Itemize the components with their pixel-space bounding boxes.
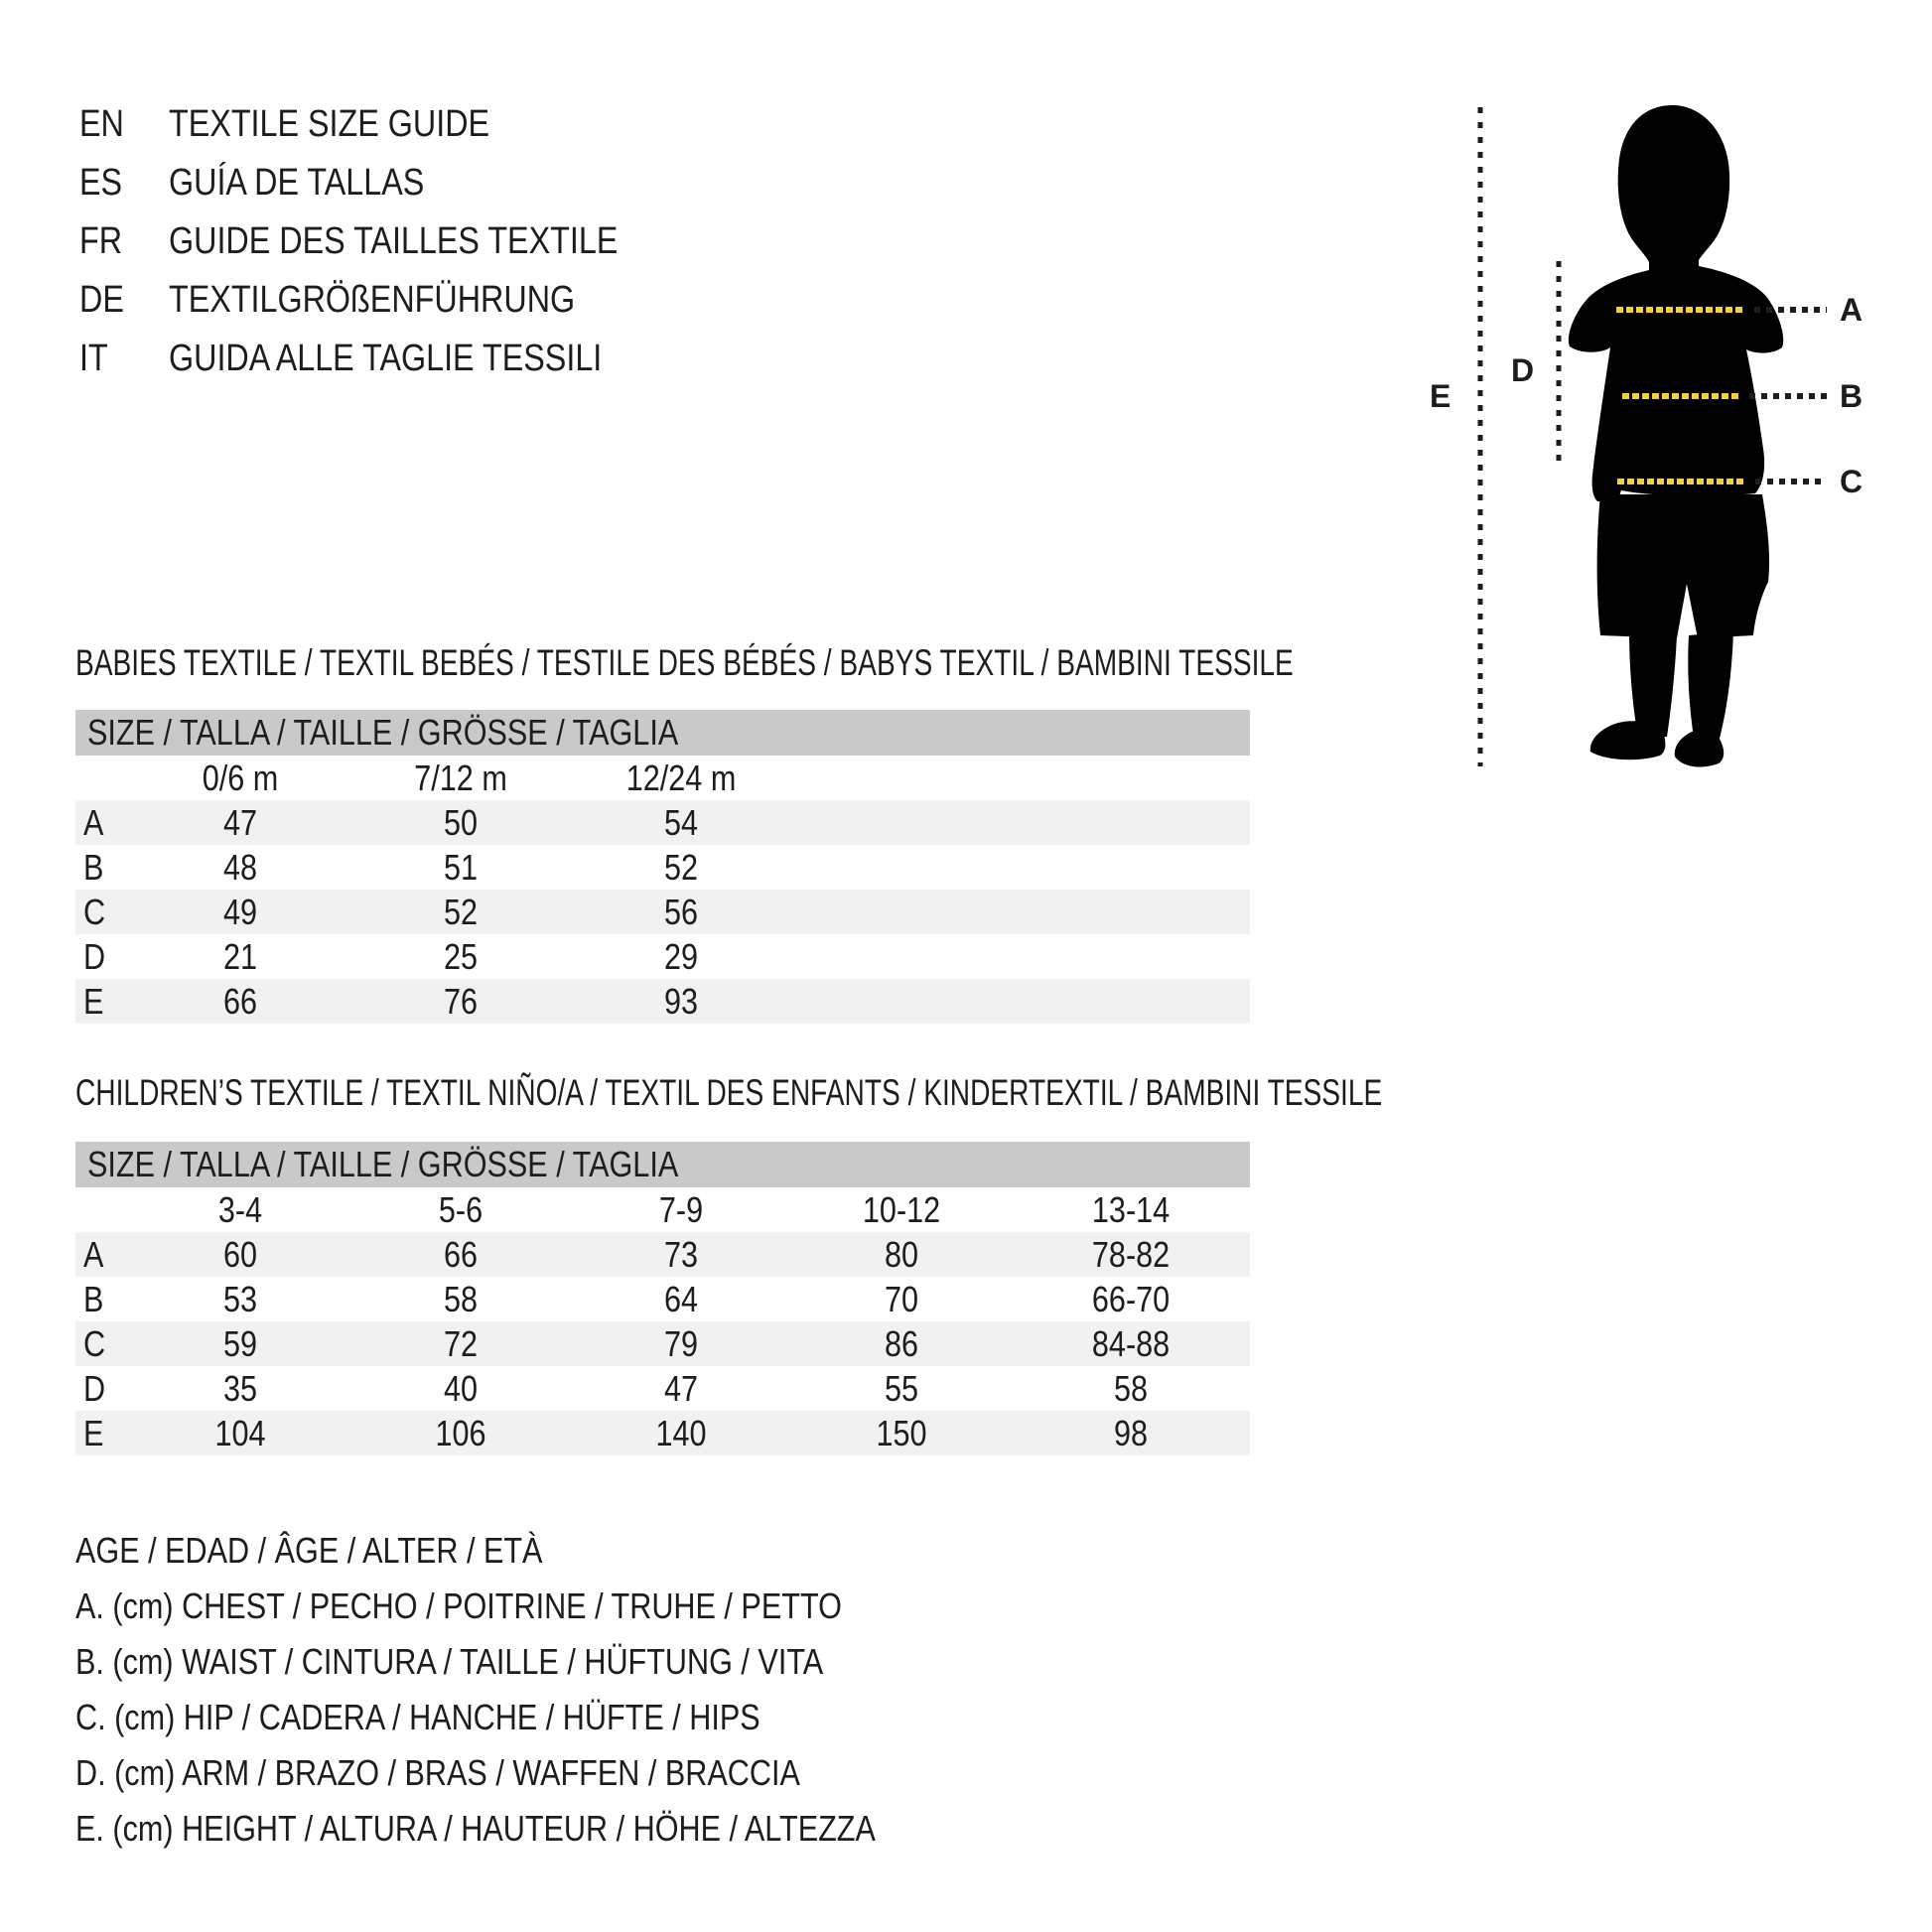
babies-col-1: 7/12 m xyxy=(414,757,507,798)
legend-height: E. (cm) HEIGHT / ALTURA / HAUTEUR / HÖHE / ALTEZZA xyxy=(75,1808,876,1849)
children-size-header: SIZE / TALLA / TAILLE / GRÖSSE / TAGLIA xyxy=(87,1144,679,1184)
babies-size-table xyxy=(75,710,1250,1024)
babies-col-0: 0/6 m xyxy=(202,757,279,798)
child-silhouette xyxy=(1569,105,1783,501)
legend-arm: D. (cm) ARM / BRAZO / BRAS / WAFFEN / BRACCIA xyxy=(75,1752,800,1793)
lang-title-it: GUIDA ALLE TAGLIE TESSILI xyxy=(169,338,603,379)
children-row-c: C 59 72 79 86 84-88 xyxy=(75,1321,1250,1366)
children-section-heading: CHILDREN’S TEXTILE / TEXTIL NIÑO/A / TEXTIL DES ENFANTS / KINDERTEXTIL / BAMBINI TESSILE xyxy=(75,1072,1383,1113)
lang-row-en xyxy=(79,95,697,154)
marker-height-e: E xyxy=(1430,378,1451,414)
lang-code-en: EN xyxy=(79,103,124,145)
marker-waist-b: B xyxy=(1840,378,1863,414)
child-silhouette-right-shoe xyxy=(1675,729,1724,766)
lang-code-fr: FR xyxy=(79,220,123,262)
child-silhouette-right-leg xyxy=(1688,631,1733,745)
children-col-4: 13-14 xyxy=(1091,1188,1171,1230)
babies-row-c: C 49 52 56 xyxy=(75,890,1250,934)
lang-code-es: ES xyxy=(79,162,123,204)
lang-row-es xyxy=(79,154,697,212)
children-col-1: 5-6 xyxy=(438,1188,483,1230)
marker-arm-d: D xyxy=(1511,352,1535,388)
lang-title-de: TEXTILGRÖßENFÜHRUNG xyxy=(169,279,576,321)
children-col-2: 7-9 xyxy=(658,1188,704,1230)
children-row-b: B 53 58 64 70 66-70 xyxy=(83,1278,1171,1319)
marker-hip-c: C xyxy=(1840,464,1863,499)
children-row-a: A 60 66 73 80 78-82 xyxy=(75,1232,1250,1277)
lang-row-de xyxy=(79,271,697,330)
children-row-d: D 35 40 47 55 58 xyxy=(83,1367,1149,1409)
children-col-0: 3-4 xyxy=(217,1188,263,1230)
children-size-table xyxy=(75,1142,1250,1455)
babies-size-header-bar xyxy=(75,710,1250,756)
marker-chest-a: A xyxy=(1840,292,1863,328)
children-row-e: E 104 106 140 150 98 xyxy=(75,1411,1250,1455)
babies-row-e: E 66 76 93 xyxy=(75,979,1250,1024)
lang-code-it: IT xyxy=(79,338,108,379)
babies-size-header: SIZE / TALLA / TAILLE / GRÖSSE / TAGLIA xyxy=(87,712,679,753)
legend-chest: A. (cm) CHEST / PECHO / POITRINE / TRUHE / PETTO xyxy=(75,1586,842,1626)
child-silhouette-shorts xyxy=(1597,494,1769,638)
lang-row-fr xyxy=(79,212,697,271)
babies-section-heading: BABIES TEXTILE / TEXTIL BEBÉS / TESTILE DES BÉBÉS / BABYS TEXTIL / BAMBINI TESSILE xyxy=(75,642,1294,683)
child-silhouette-left-shoe xyxy=(1590,721,1666,759)
lang-title-es: GUÍA DE TALLAS xyxy=(169,162,425,204)
babies-row-b: B 48 51 52 xyxy=(83,846,699,888)
language-title-list xyxy=(79,95,697,388)
babies-row-d: D 21 25 29 xyxy=(83,935,699,977)
lang-title-fr: GUIDE DES TAILLES TEXTILE xyxy=(169,220,619,262)
child-silhouette-diagram xyxy=(1390,79,1932,794)
children-size-header-bar xyxy=(75,1142,1250,1187)
babies-column-header-row xyxy=(75,756,1250,800)
lang-title-en: TEXTILE SIZE GUIDE xyxy=(169,103,490,145)
legend-waist: B. (cm) WAIST / CINTURA / TAILLE / HÜFTUNG / VITA xyxy=(75,1641,824,1682)
babies-row-a: A 47 50 54 xyxy=(75,800,1250,845)
lang-row-it xyxy=(79,330,697,388)
babies-col-2: 12/24 m xyxy=(625,757,737,798)
children-column-header-row xyxy=(75,1187,1250,1232)
measurement-legend xyxy=(75,1523,1017,1857)
lang-code-de: DE xyxy=(79,279,124,321)
children-col-3: 10-12 xyxy=(862,1188,941,1230)
legend-hip: C. (cm) HIP / CADERA / HANCHE / HÜFTE / HIPS xyxy=(75,1697,760,1737)
legend-age: AGE / EDAD / ÂGE / ALTER / ETÀ xyxy=(75,1530,543,1571)
